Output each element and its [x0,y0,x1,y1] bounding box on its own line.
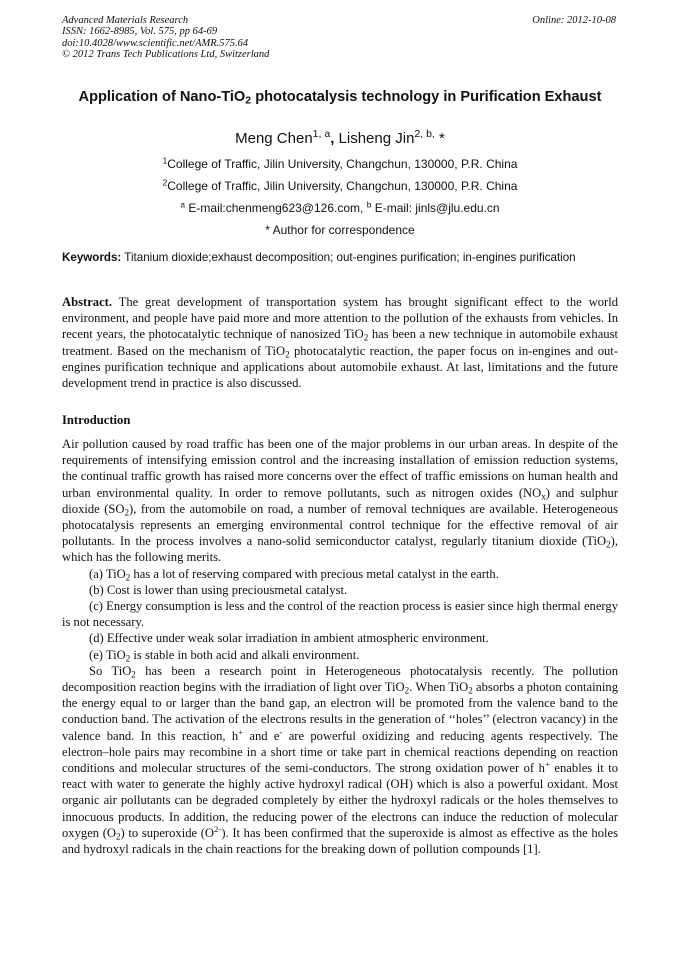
affiliation-text: College of Traffic, Jilin University, Changchun, 130000, P.R. China [167,157,518,171]
author-name: Meng Chen [235,130,313,147]
list-item: (d) Effective under weak solar irradiation in ambient atmospheric environment. [89,631,489,646]
correspondence-note: * Author for correspondence [265,223,415,237]
text: enables it to react with water to generate the highly active hydroxyl radical (OH) which is also a powerful oxidant. Most organic air pollutants can be degraded completely by either the hydroxyl radicals or the holes themselves to innocuous products. In addition, the reducing power of the electrons can induce the reduction of molecular oxygen (O [62,761,618,840]
subscript: 2 [285,348,290,359]
list-item: (b) Cost is lower than using preciousmetal catalyst. [89,582,348,597]
doi-line: doi:10.4028/www.scientific.net/AMR.575.64 [62,37,249,49]
title-text-end: photocatalysis technology in Purification Exhaust [251,89,602,105]
text: ) to superoxide (O [120,825,215,840]
copyright-line: © 2012 Trans Tech Publications Ltd, Switzerland [62,48,270,60]
affiliation-1 [62,157,618,171]
text: (a) TiO [89,566,126,581]
text: . When TiO [409,680,469,695]
superscript: + [238,726,244,737]
text: ), which has the following merits. [62,534,618,565]
text: absorbs a photon containing the energy equal to or larger than the band gap, an electron will be promoted from the valence band to the conduction band. The activation of the electrons results in the generation of ‘‘holes’’ (electron vacancy) in the valence band. In this reaction, h [62,680,618,743]
title-subscript: 2 [245,94,252,107]
subscript: 2 [124,507,130,518]
title-text: Application of Nano-TiO [78,89,246,105]
text: (e) TiO [89,647,126,662]
subscript: 2 [363,332,369,343]
email-marker: a [180,199,186,210]
introduction-body [62,436,618,857]
paragraph [62,436,618,566]
author-superscript: 2, b, [414,128,435,141]
text: are powerful oxidizing and reducing agents respectively. The electron–hole pairs may recombine in a short time or take part in chemical reactions depending on reaction conditions and molecular structures of the semi-conductors. The strong oxidation power of h [62,728,618,776]
journal-name: Advanced Materials Research [62,15,189,26]
list-item: (c) Energy consumption is less and the control of the reaction process is easier since high thermal energy is not necessary. [62,599,618,630]
subscript: 2 [116,831,121,842]
abstract-label: Abstract. [62,295,113,309]
superscript: 2- [214,824,222,835]
affiliation-marker: 1 [162,155,168,166]
superscript: - [279,726,283,737]
subscript: 2 [131,669,136,680]
email-text: E-mail:chenmeng623@126.com, [185,201,367,215]
subscript: x [541,490,546,501]
author-separator: , [330,130,339,147]
list-item [62,647,618,663]
affiliation-2 [62,179,618,193]
keywords-text: Titanium dioxide;exhaust decomposition; out-engines purification; in-engines purification [121,251,576,264]
corresponding-star: * [434,130,445,147]
journal-header [62,15,618,60]
issn-line: ISSN: 1662-8985, Vol. 575, pp 64-69 [62,26,218,38]
email-marker: b [366,199,372,210]
text: So TiO [89,663,132,678]
text: ), from the automobile on road, a number of removal techniques are available. Heterogeneous photocatalysis represents an emerging environmental control technique for the effective removal of air pollutants. In the process involves a nano-solid semiconductor catalyst, regularly titanium dioxide (TiO [62,501,618,549]
abstract-text: photocatalytic reaction, the paper focus on in-engines and out-engines purification technique and applications about automobile exhaust. At last, limitations and the future development trend in practice is also discussed. [62,343,618,391]
abstract-text: The great development of transportation system has brought significant effect to the world environment, and people have paid more and more attention to the pollution of the exhausts from vehicles. In recent years, the photocatalytic technique of nanosized TiO [62,295,618,342]
list-item [62,566,618,582]
section-heading: Introduction [62,413,131,427]
author-line [62,130,618,148]
keywords-label: Keywords: [62,251,122,264]
superscript: + [544,759,550,770]
paper-title [62,88,618,106]
email-text: E-mail: jinls@jlu.edu.cn [371,201,500,215]
text: has a lot of reserving compared with precious metal catalyst in the earth. [130,566,499,581]
text: is stable in both acid and alkali environment. [130,647,360,662]
text: Air pollution caused by road traffic has been one of the major problems in our urban areas. In despite of the requirements of intensifying emission control and the increasing installation of emission reduction systems, the continual traffic growth has raised more concerns over the effect of traffic emissions on human health and urban environmental quality. In order to remove pollutants, such as nitrogen oxides (NO [62,437,618,500]
abstract [62,294,618,391]
text: ). It has been confirmed that the superoxide is almost as effective as the holes and hydroxyl radicals in the chain reactions for the breaking down of pollution compounds [1]. [62,825,618,857]
abstract-text: has been a new technique in automobile exhaust treatment. Based on the mechanism of TiO [62,327,618,358]
subscript: 2 [468,685,473,696]
author-superscript: 1, a [312,128,331,141]
author-name: Lisheng Jin [338,130,415,147]
paragraph [62,663,618,857]
subscript: 2 [606,539,611,550]
affiliation-text: College of Traffic, Jilin University, Changchun, 130000, P.R. China [167,179,518,193]
text: and e [243,728,280,743]
text: ) and sulphur dioxide (SO [62,485,618,516]
keywords [62,251,618,266]
online-date: Online: 2012-10-08 [532,15,616,26]
subscript: 2 [125,571,131,582]
email-line [62,201,618,215]
text: has been a research point in Heterogeneous photocatalysis recently. The pollution decomposition reaction begins with the irradiation of light over TiO [62,663,618,695]
subscript: 2 [404,685,410,696]
affiliation-marker: 2 [162,177,168,188]
subscript: 2 [125,652,131,663]
